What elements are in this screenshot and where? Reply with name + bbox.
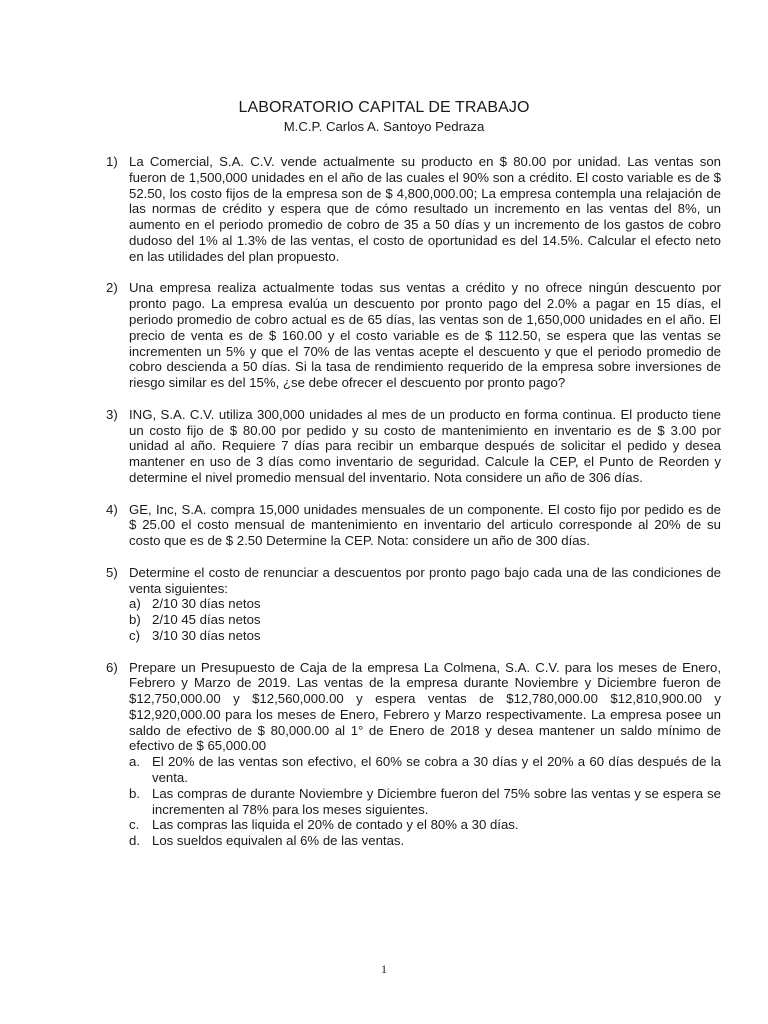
- question-text: GE, Inc, S.A. compra 15,000 unidades mensuales de un componente. El costo fijo por pedido es de $ 25.00 el costo mensual de mantenimiento en inventario del articulo corresponde al 20% de su costo que es de $ 2.50 Determine la CEP. Nota: considere un año de 300 días.: [129, 501, 721, 549]
- sub-item-text: 2/10 30 días netos: [152, 596, 261, 612]
- question-5: [106, 565, 721, 644]
- sub-item-text: Las compras de durante Noviembre y Diciembre fueron del 75% sobre las ventas y se espera se incrementen al 78% para los meses siguientes.: [152, 785, 721, 817]
- sub-item-letter: b.: [129, 785, 140, 801]
- question-number: 5): [106, 564, 118, 580]
- sub-item: [129, 596, 721, 612]
- question-text: Determine el costo de renunciar a descuentos por pronto pago bajo cada una de las condiciones de venta siguientes:: [129, 564, 721, 596]
- question-number: 4): [106, 501, 118, 517]
- sub-item-letter: c): [129, 627, 140, 643]
- question-1: [106, 154, 721, 265]
- sub-item: [129, 628, 721, 644]
- question-number: 2): [106, 280, 118, 296]
- question-text: Prepare un Presupuesto de Caja de la empresa La Colmena, S.A. C.V. para los meses de Enero, Febrero y Marzo de 2019. Las ventas de la empresa durante Noviembre y Diciembre fueron de $12,750,000.00 y $12,560,000.00 y espera ventas de $12,780,000.00 $12,810,900.00 y $12,920,000.00 para los meses de Enero, Febrero y Marzo respectivamente. La empresa posee un saldo de efectivo de $ 80,000.00 al 1° de Enero de 2018 y desea mantener un saldo mínimo de efectivo de $ 65,000.00: [129, 659, 721, 754]
- document-title: LABORATORIO CAPITAL DE TRABAJO: [238, 99, 530, 116]
- sub-item-text: 3/10 30 días netos: [152, 627, 261, 643]
- sub-item: [129, 817, 721, 833]
- page-number: 1: [381, 962, 387, 976]
- question-4: [106, 502, 721, 549]
- question-6: [106, 660, 721, 850]
- sub-item-text: Las compras las liquida el 20% de contado y el 80% a 30 días.: [152, 817, 519, 833]
- question-text: Una empresa realiza actualmente todas sus ventas a crédito y no ofrece ningún descuento por pronto pago. La empresa evalúa un descuento por pronto pago del 2.0% a pagar en 15 días, el periodo promedio de cobro actual es de 65 días, las ventas son de 1,650,000 unidades en el año. El precio de venta es de $ 160.00 y el costo variable es de $ 112.50, se espera que las ventas se incrementen un 5% y que el 70% de las ventas acepte el descuento y que el periodo promedio de cobro descienda a 50 días. Si la tasa de rendimiento requerido de la empresa sobre inversiones de riesgo similar es del 15%, ¿se debe ofrecer el descuento por pronto pago?: [129, 280, 721, 391]
- question-number: 6): [106, 659, 118, 675]
- sub-item-text: Los sueldos equivalen al 6% de las ventas.: [152, 833, 405, 849]
- sub-item-letter: a): [129, 596, 141, 612]
- document-author: M.C.P. Carlos A. Santoyo Pedraza: [283, 119, 485, 134]
- question-3: [106, 407, 721, 486]
- sub-item: [129, 612, 721, 628]
- sub-item: [129, 786, 721, 818]
- sub-item-letter: a.: [129, 754, 140, 770]
- sub-item-letter: b): [129, 612, 141, 628]
- question-text: La Comercial, S.A. C.V. vende actualmente su producto en $ 80.00 por unidad. Las ventas son fueron de 1,500,000 unidades en el año de las cuales el 90% son a crédito. El costo variable es de $ 52.50, los costo fijos de la empresa son de $ 4,800,000.00; La empresa contempla una relajación de las normas de crédito y espera que de cómo resultado un incremento en las ventas del 8%, un aumento en el periodo promedio de cobro de 35 a 50 días y un incremento de los gastos de cobro dudoso del 1% al 1.3% de las ventas, el costo de oportunidad es del 14.5%. Calcular el efecto neto en las utilidades del plan propuesto.: [129, 154, 721, 264]
- question-number: 1): [106, 154, 118, 169]
- sub-item: [129, 833, 721, 849]
- sub-item: [129, 754, 721, 786]
- questions-list: [106, 154, 721, 865]
- question-text: ING, S.A. C.V. utiliza 300,000 unidades al mes de un producto en forma continua. El producto tiene un costo fijo de $ 80.00 por pedido y su costo de mantenimiento en inventario es de $ 3.00 por unidad al año. Requiere 7 días para recibir un embarque después de solicitar el pedido y desea mantener en uso de 3 días como inventario de seguridad. Calcule la CEP, el Punto de Reorden y determine el nivel promedio mensual del inventario. Nota considere un año de 306 días.: [129, 406, 721, 485]
- sub-item-letter: c.: [129, 817, 140, 833]
- sub-item-text: 2/10 45 días netos: [152, 612, 261, 628]
- sub-item-text: El 20% de las ventas son efectivo, el 60% se cobra a 30 días y el 20% a 60 días después de la venta.: [152, 754, 721, 786]
- document-header: [0, 98, 768, 135]
- question-2: [106, 280, 721, 391]
- question-number: 3): [106, 406, 118, 422]
- sub-item-letter: d.: [129, 833, 140, 849]
